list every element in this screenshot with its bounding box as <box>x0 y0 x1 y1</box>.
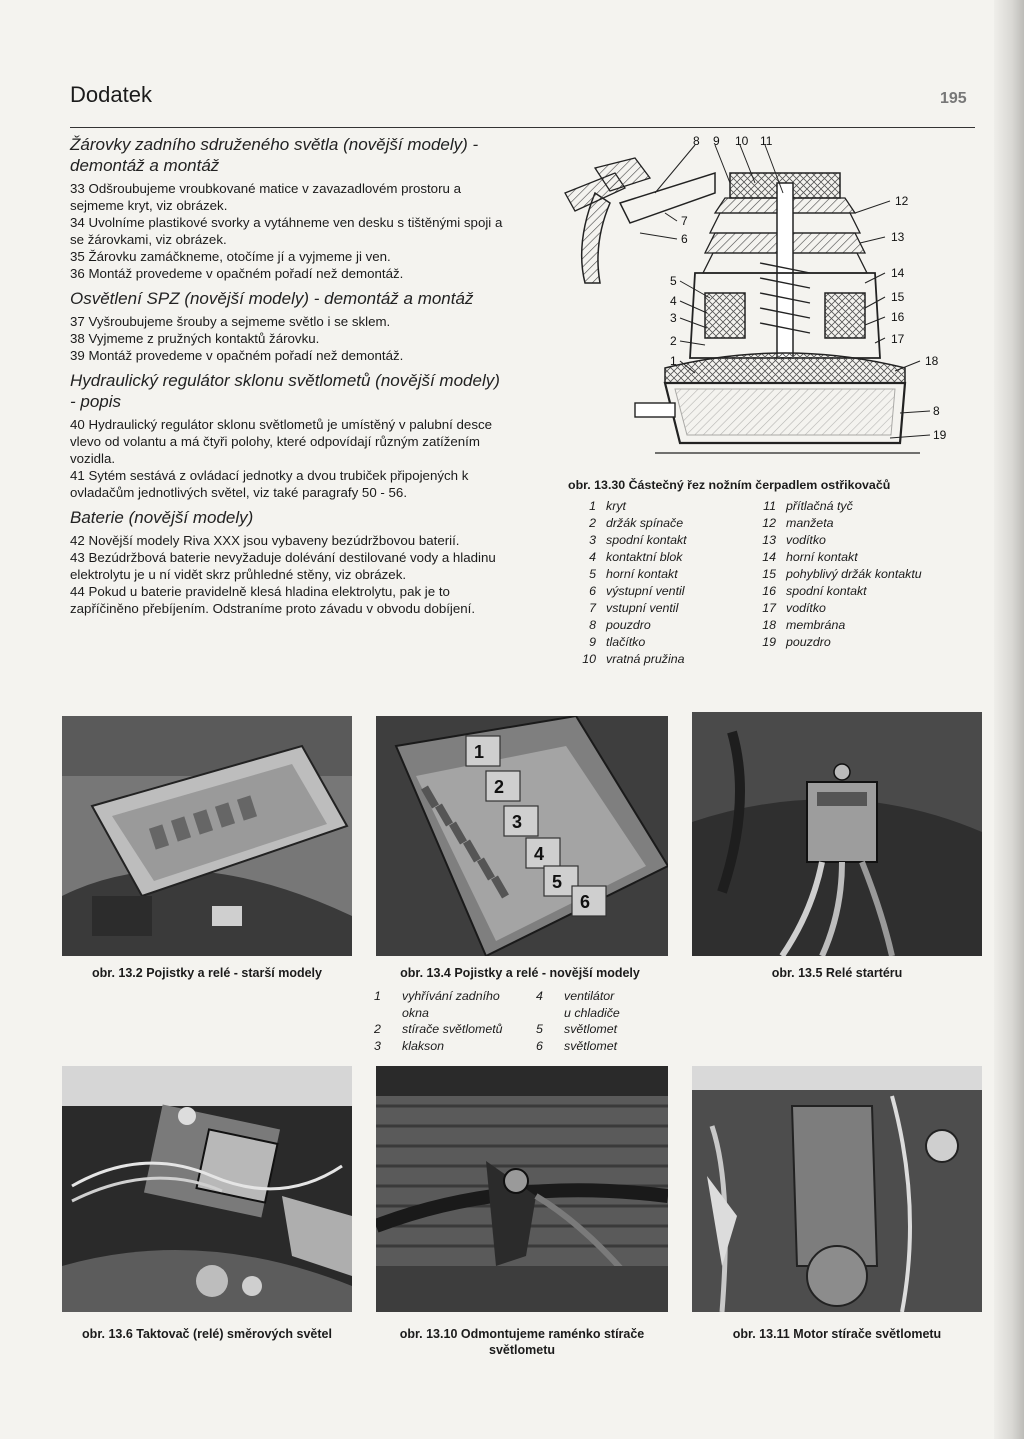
photo-fusebox-new-image <box>376 716 668 956</box>
callout-label: 18 <box>925 354 939 368</box>
photo-caption: obr. 13.10 Odmontujeme raménko stírače světlometu <box>399 1327 645 1357</box>
photo-starter-relay-image <box>692 712 982 956</box>
section-title: Hydraulický regulátor sklonu světlometů (novější modely) - popis <box>70 371 500 411</box>
legend-number: 11 <box>763 499 776 513</box>
callout-label: 5 <box>670 274 677 288</box>
legend-item <box>572 651 752 668</box>
callout-label: 8 <box>933 404 940 418</box>
legend-item <box>752 515 952 532</box>
legend-item <box>572 566 752 583</box>
legend-text: pouzdro <box>786 635 831 649</box>
callout-label: 3 <box>670 311 677 325</box>
callout-label: 10 <box>735 134 749 148</box>
photo-caption: obr. 13.5 Relé startéru <box>771 966 903 980</box>
legend-number: 4 <box>536 989 543 1003</box>
legend-number: 15 <box>762 567 776 581</box>
legend-text: vstupní ventil <box>606 601 679 615</box>
legend-text: pouzdro <box>606 618 651 632</box>
paragraph: 34 Uvolníme plastikové svorky a vytáhneme ven desku s tištěnými spoji a se žárovkami, viz obrázek. <box>70 215 503 247</box>
legend-text: spodní kontakt <box>786 584 867 598</box>
legend-text: držák spínače <box>606 516 684 530</box>
callout-label: 8 <box>693 134 700 148</box>
photo-caption: obr. 13.11 Motor stírače světlometu <box>732 1327 942 1341</box>
legend-item <box>536 988 620 1005</box>
legend-number: 1 <box>589 499 596 513</box>
legend-number: 2 <box>589 516 596 530</box>
legend-text: manžeta <box>786 516 834 530</box>
fuse-mark: 1 <box>474 742 485 762</box>
legend-number: 4 <box>589 550 596 564</box>
legend-item <box>752 617 952 634</box>
legend-number: 5 <box>589 567 596 581</box>
callout-label: 15 <box>891 290 905 304</box>
legend-text: světlomet <box>564 1022 618 1036</box>
text-column <box>70 134 510 623</box>
legend-item <box>536 1038 620 1055</box>
photo-wiper-arm <box>376 1066 668 1312</box>
callout-label: 4 <box>670 294 677 308</box>
callout-label: 16 <box>891 310 905 324</box>
paragraph: 39 Montáž provedeme v opačném pořadí než demontáž. <box>70 348 404 363</box>
photo-fusebox-old <box>62 716 352 956</box>
legend-text: výstupní ventil <box>606 584 685 598</box>
callout-label: 17 <box>891 332 905 346</box>
legend-number: 18 <box>762 618 776 632</box>
legend-number: 7 <box>589 601 596 615</box>
legend-item <box>572 634 752 651</box>
legend-number: 3 <box>374 1038 381 1053</box>
legend-number: 5 <box>536 1022 543 1036</box>
legend-item <box>572 498 752 515</box>
legend-text: tlačítko <box>606 635 646 649</box>
legend-text: klakson <box>402 1038 445 1053</box>
paragraph: 41 Sytém sestává z ovládací jednotky a dvou trubiček připojených k ovladačům jednotlivých světel, viz také paragrafy 50 - 56. <box>70 468 469 500</box>
legend-text: vratná pružina <box>606 652 685 666</box>
legend-text: membrána <box>786 618 846 632</box>
diagram-drawing <box>555 133 975 478</box>
header-section-title: Dodatek <box>70 82 152 107</box>
legend-text: světlomet <box>564 1038 618 1053</box>
legend-item <box>374 1038 503 1055</box>
photo-wiper-motor-image <box>692 1066 982 1312</box>
paragraph: 42 Novější modely Riva XXX jsou vybaveny bezúdržbovou baterií. <box>70 533 460 548</box>
section-battery <box>70 507 510 617</box>
legend-item <box>752 532 952 549</box>
legend-number <box>374 1005 388 1022</box>
legend-number: 17 <box>762 601 776 615</box>
legend-number: 1 <box>374 989 381 1003</box>
legend-number: 12 <box>762 516 776 530</box>
paragraph: 35 Žárovku zamáčkneme, otočíme jí a vyjmeme ji ven. <box>70 249 391 264</box>
legend-number <box>536 1005 550 1022</box>
page-edge-shadow <box>994 0 1024 1439</box>
legend-number: 3 <box>589 533 596 547</box>
photo-caption: obr. 13.4 Pojistky a relé - novější modely <box>400 966 640 980</box>
legend-item <box>374 1021 503 1038</box>
legend-number: 9 <box>589 635 596 649</box>
section-title: Osvětlení SPZ (novější modely) - demontáž a montáž <box>70 289 474 308</box>
legend-number: 16 <box>762 584 776 598</box>
legend-number: 6 <box>589 584 596 598</box>
section-title: Žárovky zadního sdruženého světla (novější modely) - demontáž a montáž <box>70 135 479 175</box>
callout-label: 9 <box>713 134 720 148</box>
fuse-mark: 4 <box>534 844 545 864</box>
diagram-caption: obr. 13.30 Částečný řez nožním čerpadlem ostřikovačů <box>568 478 891 492</box>
legend-text: kryt <box>606 499 626 513</box>
section-title: Baterie (novější modely) <box>70 508 254 527</box>
legend-item <box>572 583 752 600</box>
callout-label: 1 <box>670 354 677 368</box>
legend-item <box>752 600 952 617</box>
legend-text: ventilátor <box>564 989 615 1003</box>
paragraph: 44 Pokud u baterie pravidelně klesá hladina elektrolytu, pak je to zapříčiněno přebíjením. Odstraníme proto závadu v obvodu dobíjení. <box>70 584 476 616</box>
legend-item <box>752 583 952 600</box>
legend-item <box>752 549 952 566</box>
fuse-mark: 2 <box>494 777 505 797</box>
legend-item <box>536 1021 620 1038</box>
legend-item <box>536 1005 620 1022</box>
paragraph: 38 Vyjmeme z pružných kontaktů žárovku. <box>70 331 320 346</box>
section-plate-light <box>70 288 510 364</box>
legend-number: 10 <box>582 652 596 666</box>
paragraph: 43 Bezúdržbová baterie nevyžaduje dolévání destilované vody a hladinu elektrolytu je u ní vidět skrz průhledné stěny, viz obrázek. <box>70 550 496 582</box>
callout-label: 13 <box>891 230 905 244</box>
legend-item <box>752 498 952 515</box>
legend-13-4-left <box>374 988 503 1054</box>
callout-label: 14 <box>891 266 905 280</box>
fuse-mark: 3 <box>512 812 523 832</box>
fuse-mark: 5 <box>552 872 563 892</box>
callout-label: 11 <box>760 134 773 148</box>
photo-turn-signal-relay <box>62 1066 352 1312</box>
legend-item <box>572 532 752 549</box>
legend-item <box>572 617 752 634</box>
legend-item <box>752 634 952 651</box>
legend-text: vyhřívání zadního <box>402 989 500 1003</box>
legend-text: spodní kontakt <box>606 533 687 547</box>
legend-number: 6 <box>536 1038 543 1053</box>
photo-turn-signal-relay-image <box>62 1066 352 1312</box>
callout-label: 6 <box>681 232 688 246</box>
diagram-legend-right <box>752 498 952 651</box>
legend-13-4-right <box>536 988 620 1054</box>
paragraph: 36 Montáž provedeme v opačném pořadí než demontáž. <box>70 266 404 281</box>
photo-caption: obr. 13.6 Taktovač (relé) směrových světel <box>82 1327 332 1341</box>
legend-number: 14 <box>762 550 776 564</box>
photo-caption: obr. 13.2 Pojistky a relé - starší modely <box>92 966 322 980</box>
legend-item <box>572 515 752 532</box>
paragraph: 33 Odšroubujeme vroubkované matice v zavazadlovém prostoru a sejmeme kryt, viz obrázek. <box>70 181 461 213</box>
legend-item <box>374 1005 503 1022</box>
photo-fusebox-new <box>376 716 668 956</box>
legend-text: okna <box>402 1005 429 1020</box>
callout-label: 7 <box>681 214 688 228</box>
legend-text: horní kontakt <box>786 550 858 564</box>
washer-pump-diagram <box>555 133 975 478</box>
photo-wiper-arm-image <box>376 1066 668 1312</box>
legend-text: přítlačná tyč <box>786 499 853 513</box>
legend-text: stírače světlometů <box>402 1022 503 1036</box>
legend-text: u chladiče <box>564 1005 620 1020</box>
section-rear-lights <box>70 134 510 282</box>
callout-label: 19 <box>933 428 947 442</box>
photo-wiper-motor <box>692 1066 982 1312</box>
header-page-number: 195 <box>940 90 967 107</box>
legend-item <box>374 988 503 1005</box>
callout-label: 2 <box>670 334 677 348</box>
photo-starter-relay <box>692 712 982 956</box>
legend-text: kontaktní blok <box>606 550 683 564</box>
paragraph: 37 Vyšroubujeme šrouby a sejmeme světlo i se sklem. <box>70 314 391 329</box>
legend-number: 19 <box>762 635 776 649</box>
fuse-mark: 6 <box>580 892 591 912</box>
legend-number: 13 <box>762 533 776 547</box>
section-headlight-regulator <box>70 370 510 501</box>
legend-text: vodítko <box>786 601 826 615</box>
legend-item <box>572 600 752 617</box>
paragraph: 40 Hydraulický regulátor sklonu světlometů je umístěný v palubní desce vlevo od volantu a má čtyři polohy, které odpovídají různým zatížením vozidla. <box>70 417 493 466</box>
legend-item <box>752 566 952 583</box>
header-divider <box>70 127 975 128</box>
legend-item <box>572 549 752 566</box>
legend-text: pohyblivý držák kontaktu <box>786 567 922 581</box>
legend-text: vodítko <box>786 533 826 547</box>
legend-number: 8 <box>589 618 596 632</box>
legend-number: 2 <box>374 1022 381 1036</box>
diagram-legend-left <box>572 498 752 668</box>
callout-label: 12 <box>895 194 909 208</box>
legend-text: horní kontakt <box>606 567 678 581</box>
photo-fusebox-old-image <box>62 716 352 956</box>
